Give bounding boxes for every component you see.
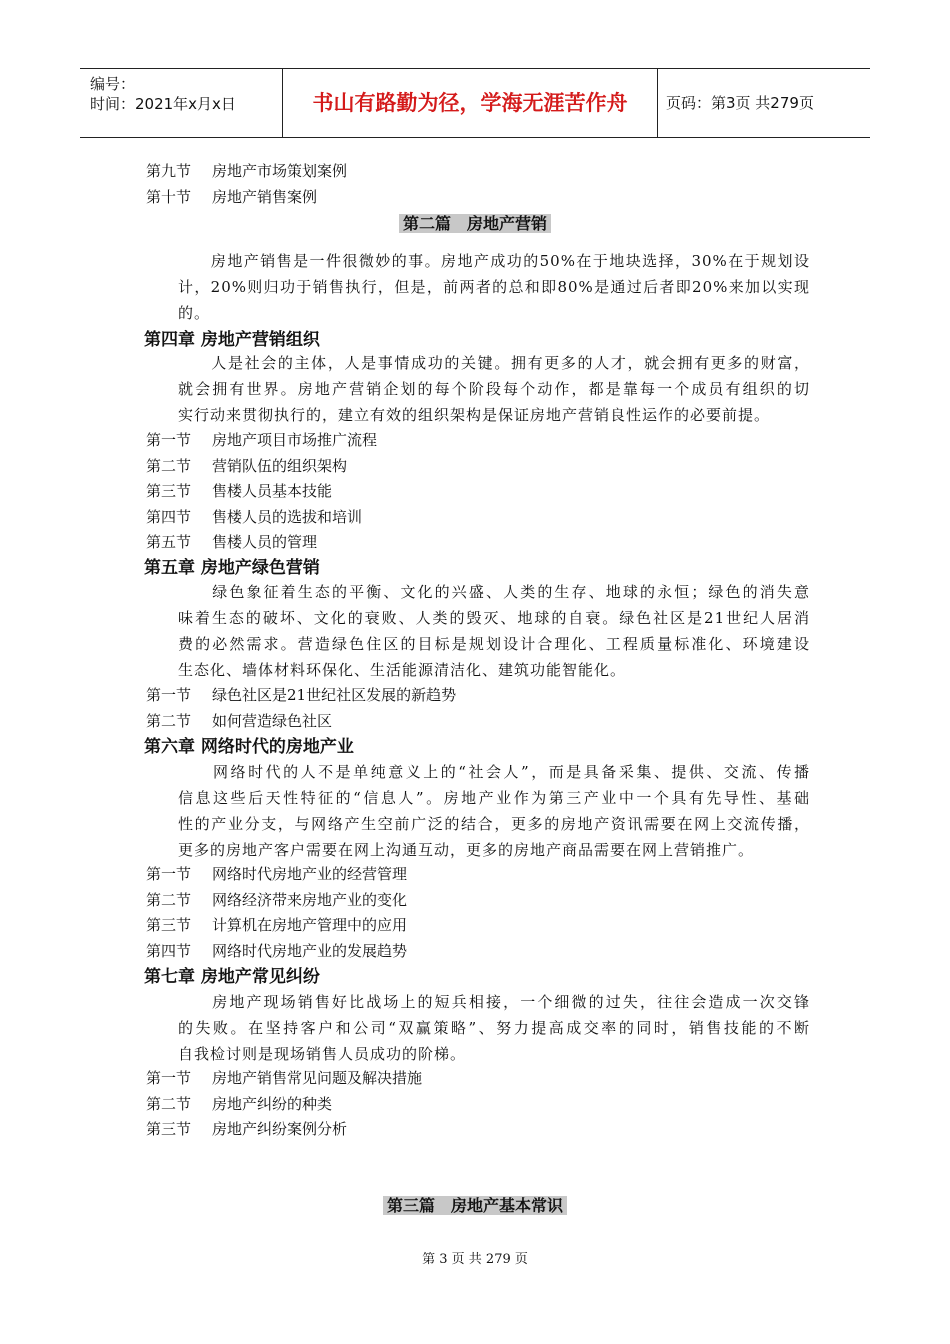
chapter-heading: 第六章 网络时代的房地产业 [144,737,354,757]
intro-line: 房地产销售是一件很微妙的事。房地产成功的50%在于地块选择，30%在于规划设 [178,252,810,270]
section-item [146,863,407,884]
section-number: 第四节 [146,942,192,960]
part-heading: 第三篇 房地产基本常识 [383,1196,567,1215]
chapter-heading: 第七章 房地产常见纠纷 [144,967,320,987]
section-number: 第一节 [146,431,192,449]
section-title: 房地产市场策划案例 [212,162,348,180]
section-number: 第四节 [146,508,192,526]
section-number: 第一节 [146,686,192,704]
section-title: 售楼人员的管理 [212,533,318,551]
section-item [146,160,347,181]
section-title: 房地产纠纷案例分析 [212,1120,348,1138]
part-heading-wrap [0,1193,950,1216]
section-item [146,1067,422,1088]
chapter-para-line: 人是社会的主体，人是事情成功的关键。拥有更多的人才，就会拥有更多的财富， [178,354,810,372]
section-number: 第五节 [146,533,192,551]
part-heading-wrap [0,211,950,234]
section-number: 第三节 [146,1120,192,1138]
section-number: 第十节 [146,188,192,206]
section-number: 第九节 [146,162,192,180]
section-title: 房地产销售案例 [212,188,318,206]
section-item [146,940,407,961]
header-page-info: 页码：第3页 共279页 [666,94,814,112]
section-item [146,480,332,501]
chapter-para-line: 更多的房地产客户需要在网上沟通互动，更多的房地产商品需要在网上营销推广。 [178,841,755,859]
section-item [146,1118,347,1139]
intro-line: 的。 [178,304,211,322]
document-header [80,68,870,138]
section-number: 第二节 [146,712,192,730]
chapter-heading: 第四章 房地产营销组织 [144,330,320,350]
section-title: 营销队伍的组织架构 [212,457,348,475]
section-title: 房地产纠纷的种类 [212,1095,333,1113]
header-divider [657,69,658,137]
chapter-para-line: 费的必然需求。营造绿色住区的目标是规划设计合理化、工程质量标准化、环境建设 [178,635,810,653]
section-number: 第一节 [146,865,192,883]
section-number: 第一节 [146,1069,192,1087]
chapter-para-line: 性的产业分支，与网络产生空前广泛的结合，更多的房地产资讯需要在网上交流传播， [178,815,810,833]
section-number: 第三节 [146,482,192,500]
section-title: 网络经济带来房地产业的变化 [212,891,408,909]
section-title: 售楼人员基本技能 [212,482,333,500]
section-number: 第三节 [146,916,192,934]
header-motto: 书山有路勤为径，学海无涯苦作舟 [312,91,628,115]
chapter-para-line: 实行动来贯彻执行的，建立有效的组织架构是保证房地产营销良性运作的必要前提。 [178,406,771,424]
chapter-para-line: 信息这些后天性特征的“信息人”。房地产业作为第三产业中一个具有先导性、基础 [178,789,810,807]
chapter-para-line: 自我检讨则是现场销售人员成功的阶梯。 [178,1045,467,1063]
chapter-para-line: 网络时代的人不是单纯意义上的“社会人”，而是具备采集、提供、交流、传播 [178,763,810,781]
section-item [146,429,377,450]
section-title: 房地产销售常见问题及解决措施 [212,1069,423,1087]
chapter-heading: 第五章 房地产绿色营销 [144,558,320,578]
chapter-para-line: 就会拥有世界。房地产营销企划的每个阶段每个动作，都是靠每一个成员有组织的切 [178,380,810,398]
number-label: 编号： [90,75,136,93]
section-title: 网络时代房地产业的发展趋势 [212,942,408,960]
section-number: 第二节 [146,891,192,909]
section-item [146,710,332,731]
part-heading: 第二篇 房地产营销 [399,214,551,233]
time-label: 时间：2021年x月x日 [90,95,236,113]
section-item [146,889,407,910]
section-title: 售楼人员的选拔和培训 [212,508,363,526]
section-number: 第二节 [146,1095,192,1113]
section-title: 如何营造绿色社区 [212,712,333,730]
section-item [146,914,407,935]
section-title: 计算机在房地产管理中的应用 [212,916,408,934]
section-title: 网络时代房地产业的经营管理 [212,865,408,883]
section-item [146,506,362,527]
section-item [146,1093,332,1114]
chapter-para-line: 绿色象征着生态的平衡、文化的兴盛、人类的生存、地球的永恒；绿色的消失意 [178,583,810,601]
page-footer: 第 3 页 共 279 页 [422,1252,528,1267]
header-meta-cell [80,69,282,137]
section-title: 房地产项目市场推广流程 [212,431,378,449]
intro-line: 计，20%则归功于销售执行，但是，前两者的总和即80%是通过后者即20%来加以实现 [178,278,810,296]
section-number: 第二节 [146,457,192,475]
chapter-para-line: 房地产现场销售好比战场上的短兵相接，一个细微的过失，往往会造成一次交锋 [178,993,810,1011]
section-item [146,455,347,476]
section-title: 绿色社区是21世纪社区发展的新趋势 [212,686,457,704]
section-item [146,531,317,552]
chapter-para-line: 味着生态的破坏、文化的衰败、人类的毁灭、地球的自衰。绿色社区是21世纪人居消 [178,609,810,627]
chapter-para-line: 的失败。在坚持客户和公司“双赢策略”、努力提高成交率的同时，销售技能的不断 [178,1019,810,1037]
section-item [146,186,317,207]
section-item [146,684,456,705]
chapter-para-line: 生态化、墙体材料环保化、生活能源清洁化、建筑功能智能化。 [178,661,627,679]
